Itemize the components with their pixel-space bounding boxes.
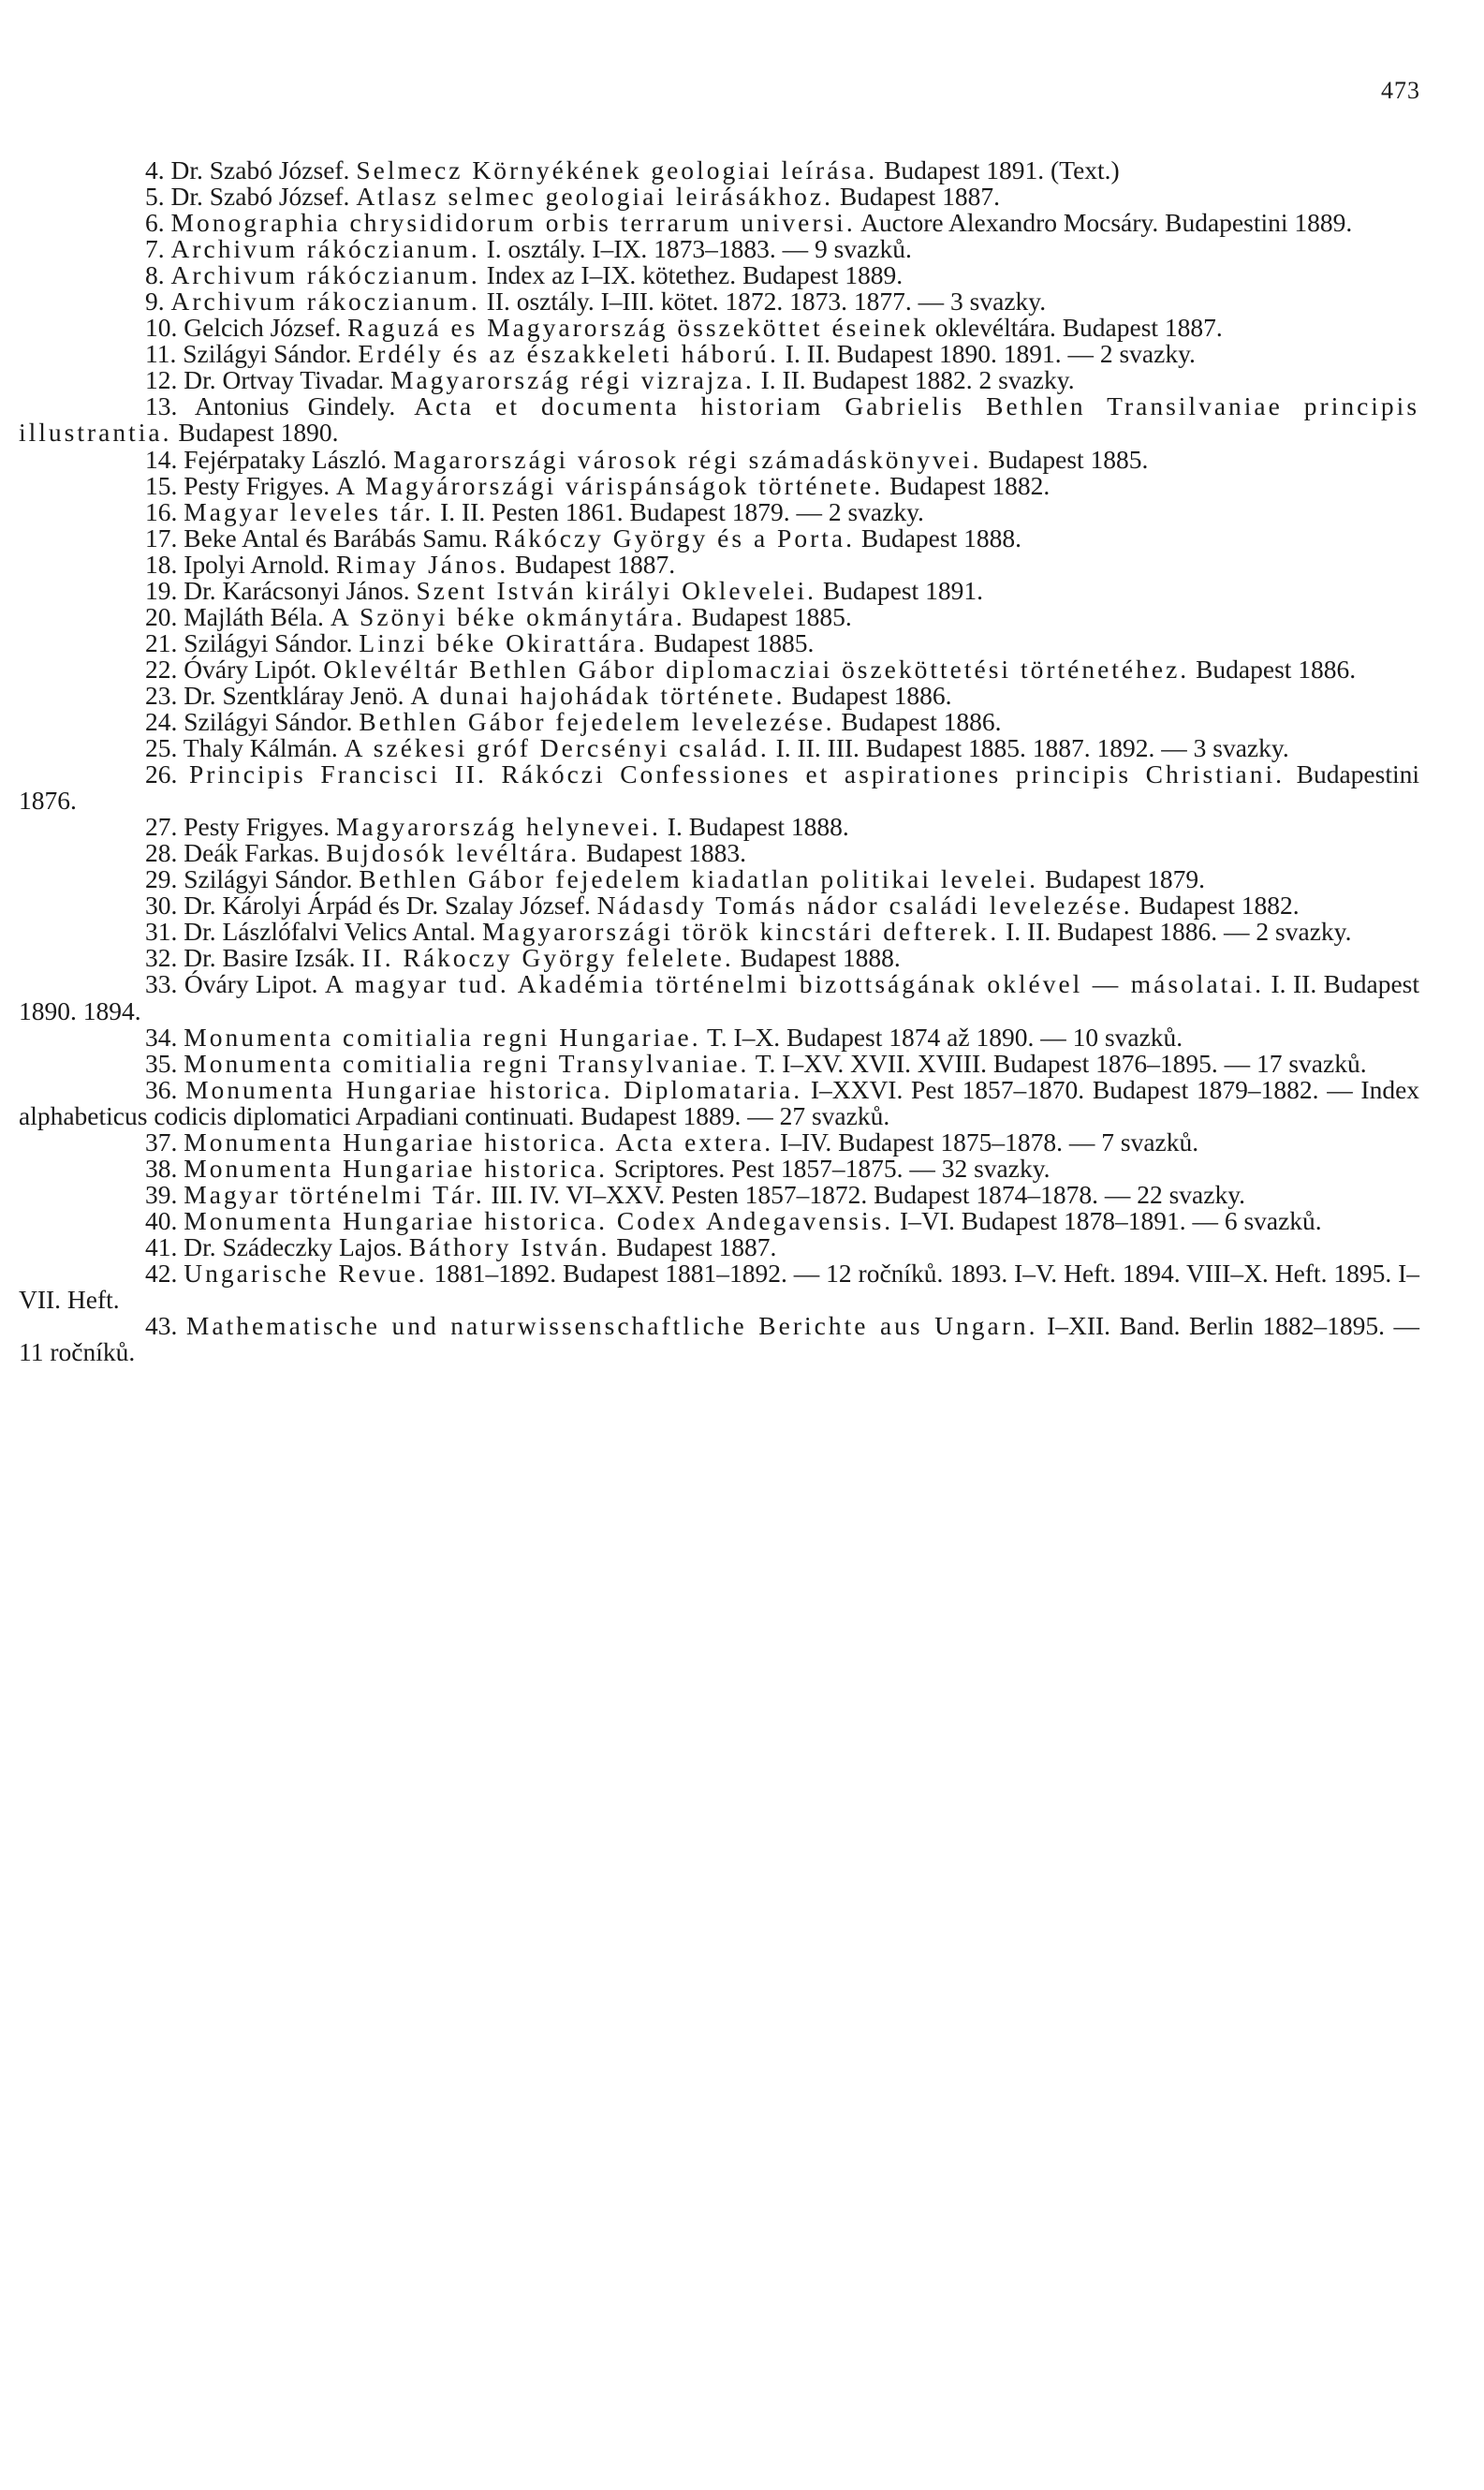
bibliography-entry	[19, 444, 1419, 474]
entry-number: 18.	[145, 549, 178, 579]
entry-details: Budapest 1879.	[1044, 864, 1206, 894]
entry-details: III. IV. VI–XXV. Pesten 1857–1872. Budapest 1874–1878. — 22 svazky.	[491, 1179, 1246, 1209]
entry-author: Szilágyi Sándor.	[184, 864, 353, 894]
entry-author: Szilágyi Sándor.	[184, 706, 353, 736]
entry-number: 26.	[145, 759, 178, 789]
entry-title: Monumenta Hungariae historica.	[184, 1153, 608, 1183]
entry-number: 40.	[145, 1205, 178, 1235]
entry-details: I. II. Budapest 1882. 2 svazky.	[760, 365, 1075, 395]
entry-details: Budapest 1890.	[178, 418, 339, 448]
bibliography-entry	[19, 1205, 1419, 1235]
entry-number: 4.	[145, 155, 165, 184]
bibliography-entry	[19, 549, 1419, 579]
bibliography-entry	[19, 157, 1419, 184]
entry-number: 12.	[145, 365, 178, 395]
entry-title: A Szönyi béke okmánytára.	[330, 601, 685, 631]
entry-details: I. II. Budapest 1886. — 2 svazky.	[1006, 917, 1352, 947]
entry-details: Budapest 1886.	[841, 706, 1002, 736]
entry-number: 23.	[145, 680, 178, 710]
bibliography-entry	[19, 814, 1419, 840]
bibliography-entry	[19, 919, 1419, 945]
entry-author: Fejérpataky László.	[184, 444, 388, 474]
entry-details: Budapest 1887.	[839, 182, 1000, 212]
entry-title: Monumenta Hungariae historica. Acta extera.	[184, 1127, 774, 1157]
entry-title: A Magyárországi várispánságok története.	[335, 470, 884, 500]
entry-details: I. Budapest 1888.	[667, 812, 849, 842]
entry-number: 9.	[145, 287, 165, 317]
bibliography-entry	[19, 892, 1419, 919]
entry-number: 10.	[145, 313, 178, 343]
entry-details: Budapest 1885.	[654, 627, 815, 657]
entry-number: 33.	[145, 969, 178, 999]
entry-author: Ipolyi Arnold.	[184, 549, 331, 579]
bibliography-entry	[19, 393, 1419, 446]
entry-number: 6.	[145, 208, 165, 238]
entry-title: Monumenta comitialia regni Transylvaniae.	[184, 1048, 750, 1078]
entry-number: 15.	[145, 470, 178, 500]
entry-title: Archivum rákóczianum.	[170, 260, 480, 290]
entry-title: Archivum rákóczianum.	[170, 234, 480, 264]
entry-number: 41.	[145, 1231, 178, 1261]
entry-title: Bethlen Gábor fejedelem levelezése.	[359, 706, 835, 736]
entry-title: Ungarische Revue.	[184, 1258, 428, 1288]
entry-title: Monumenta comitialia regni Hungariae.	[184, 1022, 701, 1052]
entry-details: Scriptores. Pest 1857–1875. — 32 svazky.	[613, 1153, 1051, 1183]
bibliography-entry	[19, 840, 1419, 866]
bibliography-entry	[19, 236, 1419, 262]
entry-number: 29.	[145, 864, 178, 894]
entry-author: Szilágyi Sándor.	[183, 339, 352, 369]
entry-details: I. II. Pesten 1861. Budapest 1879. — 2 svazky.	[440, 496, 924, 526]
entry-details: Budapest 1891. (Text.)	[884, 155, 1120, 184]
entry-number: 17.	[145, 523, 178, 553]
bibliography-entry	[19, 262, 1419, 288]
entry-details: I–XII. Band. Berlin 1882–1895. — 11 ročníků.	[19, 1311, 1419, 1367]
entry-details: Budapest 1886.	[1196, 654, 1357, 684]
entry-details: I–IV. Budapest 1875–1878. — 7 svazků.	[780, 1127, 1199, 1157]
entry-author: Dr. Basire Izsák.	[184, 943, 356, 973]
entry-details: I–VI. Budapest 1878–1891. — 6 svazků.	[900, 1205, 1322, 1235]
bibliography-list	[19, 157, 1419, 1365]
entry-number: 25.	[145, 733, 178, 763]
entry-number: 16.	[145, 496, 178, 526]
entry-title: Raguzá es Magyarország összeköttet éseinek	[347, 313, 929, 343]
entry-details: Budapest 1888.	[740, 943, 901, 973]
entry-number: 32.	[145, 943, 178, 973]
entry-details: Budapest 1887.	[616, 1231, 777, 1261]
bibliography-entry	[19, 1153, 1419, 1183]
entry-title: A dunai hajohádak története.	[410, 680, 786, 710]
entry-title: Báthory István.	[408, 1231, 610, 1261]
entry-author: Dr. Szentkláray Jenö.	[184, 680, 404, 710]
entry-title: Bethlen Gábor fejedelem kiadatlan politikai levelei.	[359, 864, 1039, 894]
entry-number: 31.	[145, 917, 178, 947]
entry-number: 11.	[145, 339, 177, 369]
entry-author: Pesty Frigyes.	[184, 812, 331, 842]
entry-title: Oklevéltár Bethlen Gábor diplomacziai öszeköttetési történetéhez.	[323, 654, 1190, 684]
entry-details: 1881–1892. Budapest 1881–1892. — 12 ročníků. 1893. I–V. Heft. 1894. VIII–X. Heft. 1895. I–VII. Heft.	[19, 1258, 1420, 1315]
entry-title: Selmecz Környékének geologiai leírása.	[356, 155, 878, 184]
entry-details: Budapest 1885.	[691, 601, 852, 631]
entry-author: Szilágyi Sándor.	[184, 627, 353, 657]
entry-number: 21.	[145, 627, 178, 657]
entry-author: Dr. Szádeczky Lajos.	[184, 1231, 403, 1261]
entry-title: Monumenta Hungariae historica. Diplomataria.	[185, 1074, 803, 1104]
entry-title: Magyarország helynevei.	[335, 812, 661, 842]
entry-details: Budapest 1891.	[822, 575, 983, 605]
entry-title: Monographia chrysididorum orbis terrarum universi.	[170, 208, 856, 238]
bibliography-entry	[19, 866, 1419, 892]
entry-number: 42.	[145, 1258, 178, 1288]
entry-title: Acta et documenta historiam Gabrielis Bethlen Transilvaniae principis illustrantia.	[19, 391, 1420, 448]
entry-author: Óváry Lipot.	[184, 969, 318, 999]
entry-details: T. I–X. Budapest 1874 až 1890. — 10 svazků.	[707, 1022, 1183, 1052]
entry-details: Budapest 1887.	[515, 549, 676, 579]
entry-title: Magyar leveles tár.	[184, 496, 434, 526]
bibliography-entry	[19, 1231, 1419, 1261]
bibliography-entry	[19, 1313, 1419, 1365]
entry-details: Budapestini 1876.	[19, 759, 1419, 816]
entry-author: Dr. Szabó József.	[170, 155, 350, 184]
entry-details: Budapest 1885.	[988, 444, 1149, 474]
entry-details: Auctore Alexandro Mocsáry. Budapestini 1889.	[860, 208, 1353, 238]
entry-details: I. osztály. I–IX. 1873–1883. — 9 svazků.	[486, 234, 912, 264]
entry-title: Rákóczy György és a Porta.	[493, 523, 855, 553]
entry-author: Óváry Lipót.	[184, 654, 317, 684]
bibliography-entry	[19, 367, 1419, 393]
bibliography-entry	[19, 288, 1419, 315]
bibliography-entry	[19, 601, 1419, 631]
bibliography-entry	[19, 706, 1419, 736]
bibliography-entry	[19, 470, 1419, 500]
entry-number: 36.	[145, 1074, 178, 1104]
entry-title: A magyar tud. Akadémia történelmi bizottságának oklével — másolatai.	[325, 969, 1265, 999]
entry-number: 34.	[145, 1022, 178, 1052]
entry-title: Mathematische und naturwissenschaftliche Berichte aus Ungarn.	[185, 1311, 1038, 1341]
entry-title: Monumenta Hungariae historica. Codex Andegavensis.	[184, 1205, 894, 1235]
entry-details: Budapest 1882.	[1139, 891, 1300, 921]
bibliography-entry	[19, 735, 1419, 761]
bibliography-entry	[19, 761, 1419, 814]
entry-details: Budapest 1886.	[791, 680, 952, 710]
bibliography-entry	[19, 575, 1419, 605]
entry-title: Archivum rákoczianum.	[170, 287, 480, 317]
entry-title: Magyarország régi vizrajza.	[390, 365, 755, 395]
entry-number: 13.	[145, 391, 178, 421]
entry-author: Antonius Gindely.	[194, 391, 396, 421]
bibliography-entry	[19, 1179, 1419, 1209]
entry-author: Dr. Ortvay Tivadar.	[184, 365, 385, 395]
entry-number: 22.	[145, 654, 178, 684]
bibliography-entry	[19, 1129, 1419, 1156]
bibliography-entry	[19, 210, 1419, 236]
entry-title: Magarországi városok régi számadáskönyvei.	[392, 444, 982, 474]
entry-details: Budapest 1883.	[585, 838, 747, 868]
entry-number: 24.	[145, 706, 178, 736]
entry-title: Magyarországi török kincstári defterek.	[481, 917, 1000, 947]
entry-number: 28.	[145, 838, 178, 868]
entry-details: I. II. III. Budapest 1885. 1887. 1892. — 3 svazky.	[775, 733, 1289, 763]
entry-number: 37.	[145, 1127, 178, 1157]
entry-details: I–XXVI. Pest 1857–1870. Budapest 1879–1882. — Index alphabeticus codicis diplomatici Arpadiani continuati. Budapest 1889. — 27 svazků.	[19, 1074, 1420, 1130]
entry-author: Gelcich József.	[184, 313, 342, 343]
bibliography-entry	[19, 315, 1419, 341]
entry-title: Principis Francisci II. Rákóczi Confessiones et aspirationes principis Christiani.	[188, 759, 1286, 789]
entry-number: 19.	[145, 575, 178, 605]
bibliography-entry	[19, 1260, 1419, 1313]
bibliography-entry	[19, 496, 1419, 526]
bibliography-entry	[19, 525, 1419, 552]
entry-details: Index az I–IX. kötethez. Budapest 1889.	[486, 260, 904, 290]
bibliography-entry	[19, 971, 1419, 1024]
entry-title: Magyar történelmi Tár.	[184, 1179, 485, 1209]
entry-title: Atlasz selmec geologiai leirásákhoz.	[356, 182, 833, 212]
entry-number: 7.	[145, 234, 165, 264]
bibliography-entry	[19, 945, 1419, 971]
entry-number: 30.	[145, 891, 178, 921]
entry-author: Dr. Károlyi Árpád és Dr. Szalay József.	[184, 891, 591, 921]
entry-title: Linzi béke Okirattára.	[359, 627, 648, 657]
entry-number: 35.	[145, 1048, 178, 1078]
entry-number: 43.	[145, 1311, 178, 1341]
entry-details: oklevéltára. Budapest 1887.	[934, 313, 1223, 343]
entry-details: Budapest 1882.	[889, 470, 1051, 500]
entry-number: 5.	[145, 182, 165, 212]
entry-author: Deák Farkas.	[184, 838, 320, 868]
entry-title: Erdély és az északkeleti háború.	[358, 339, 779, 369]
entry-title: Nádasdy Tomás nádor családi levelezése.	[596, 891, 1133, 921]
entry-details: I. II. Budapest 1890. 1891. — 2 svazky.	[785, 339, 1196, 369]
entry-details: T. I–XV. XVII. XVIII. Budapest 1876–1895. — 17 svazků.	[755, 1048, 1367, 1078]
bibliography-entry	[19, 627, 1419, 657]
bibliography-entry	[19, 680, 1419, 710]
entry-author: Thaly Kálmán.	[183, 733, 338, 763]
entry-number: 14.	[145, 444, 178, 474]
page-number: 473	[1381, 77, 1420, 104]
entry-author: Dr. Szabó József.	[170, 182, 350, 212]
entry-number: 20.	[145, 601, 178, 631]
entry-number: 8.	[145, 260, 165, 290]
bibliography-entry	[19, 1048, 1419, 1078]
entry-details: Budapest 1888.	[860, 523, 1021, 553]
entry-number: 39.	[145, 1179, 178, 1209]
entry-number: 38.	[145, 1153, 178, 1183]
entry-number: 27.	[145, 812, 178, 842]
entry-details: I. II. Budapest 1890. 1894.	[19, 969, 1420, 1025]
bibliography-entry	[19, 341, 1419, 367]
entry-details: II. osztály. I–III. kötet. 1872. 1873. 1877. — 3 svazky.	[486, 287, 1047, 317]
entry-author: Dr. Karácsonyi János.	[184, 575, 410, 605]
entry-title: Rimay János.	[335, 549, 509, 579]
entry-title: Szent István királyi Oklevelei.	[416, 575, 816, 605]
entry-title: A székesi gróf Dercsényi család.	[344, 733, 770, 763]
bibliography-entry	[19, 1024, 1419, 1051]
entry-author: Majláth Béla.	[184, 601, 324, 631]
entry-title: Bujdosók levéltára.	[326, 838, 580, 868]
bibliography-entry	[19, 1074, 1420, 1130]
entry-author: Beke Antal és Barábás Samu.	[184, 523, 488, 553]
entry-author: Pesty Frigyes.	[184, 470, 331, 500]
entry-author: Dr. Lászlófalvi Velics Antal.	[184, 917, 477, 947]
bibliography-entry	[19, 656, 1419, 683]
entry-title: II. Rákoczy György felelete.	[361, 943, 734, 973]
bibliography-entry	[19, 184, 1419, 210]
